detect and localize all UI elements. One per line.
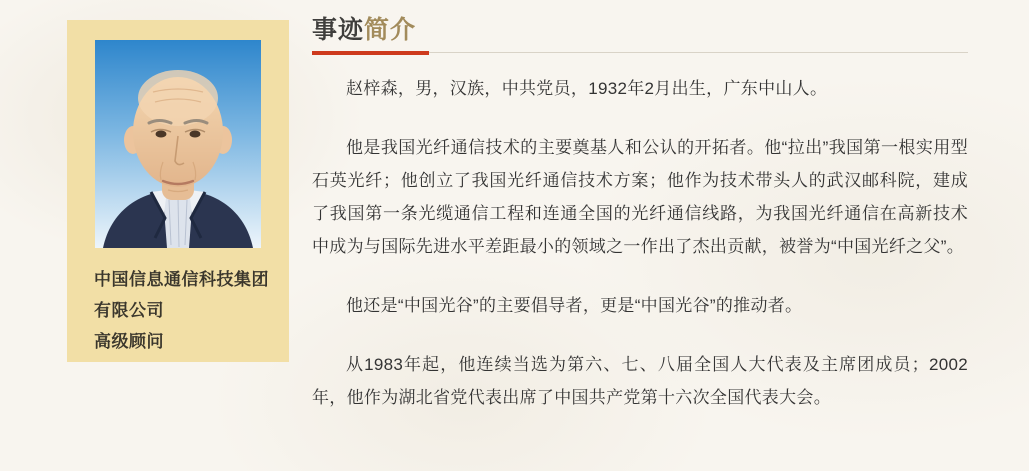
portrait-photo-graphic	[95, 40, 261, 248]
portrait-photo	[95, 40, 261, 248]
profile-card	[67, 20, 289, 362]
org-name-line-1: 中国信息通信科技集团	[94, 270, 269, 289]
job-title: 高级顾问	[94, 332, 164, 351]
section-title-primary: 事迹	[312, 16, 365, 44]
heading-rule-accent	[312, 51, 429, 55]
bio-paragraph-3: 他还是“中国光谷”的主要倡导者，更是“中国光谷”的推动者。	[346, 296, 803, 315]
bio-paragraph-1: 赵梓森，男，汉族，中共党员，1932年2月出生，广东中山人。	[346, 79, 828, 98]
profile-caption	[94, 264, 279, 357]
bio-paragraph-4: 从1983年起，他连续当选为第六、七、八届全国人大代表及主席团成员；2002年，他作为湖北省党代表出席了中国共产党第十六次全国代表大会。	[312, 355, 968, 407]
bio-section	[312, 14, 968, 414]
heading-rule	[312, 51, 968, 55]
section-title	[312, 14, 968, 46]
bio-text	[312, 72, 968, 414]
bio-paragraph-2: 他是我国光纤通信技术的主要奠基人和公认的开拓者。他“拉出”我国第一根实用型石英光纤；他创立了我国光纤通信技术方案；他作为技术带头人的武汉邮科院，建成了我国第一条光缆通信工程和连通全国的光纤通信线路，为我国光纤通信在高新技术中成为与国际先进水平差距最小的领域之一作出了杰出贡献，被誉为“中国光纤之父”。	[312, 138, 968, 256]
org-name-line-2: 有限公司	[94, 301, 164, 320]
section-title-accent: 简介	[364, 16, 417, 44]
